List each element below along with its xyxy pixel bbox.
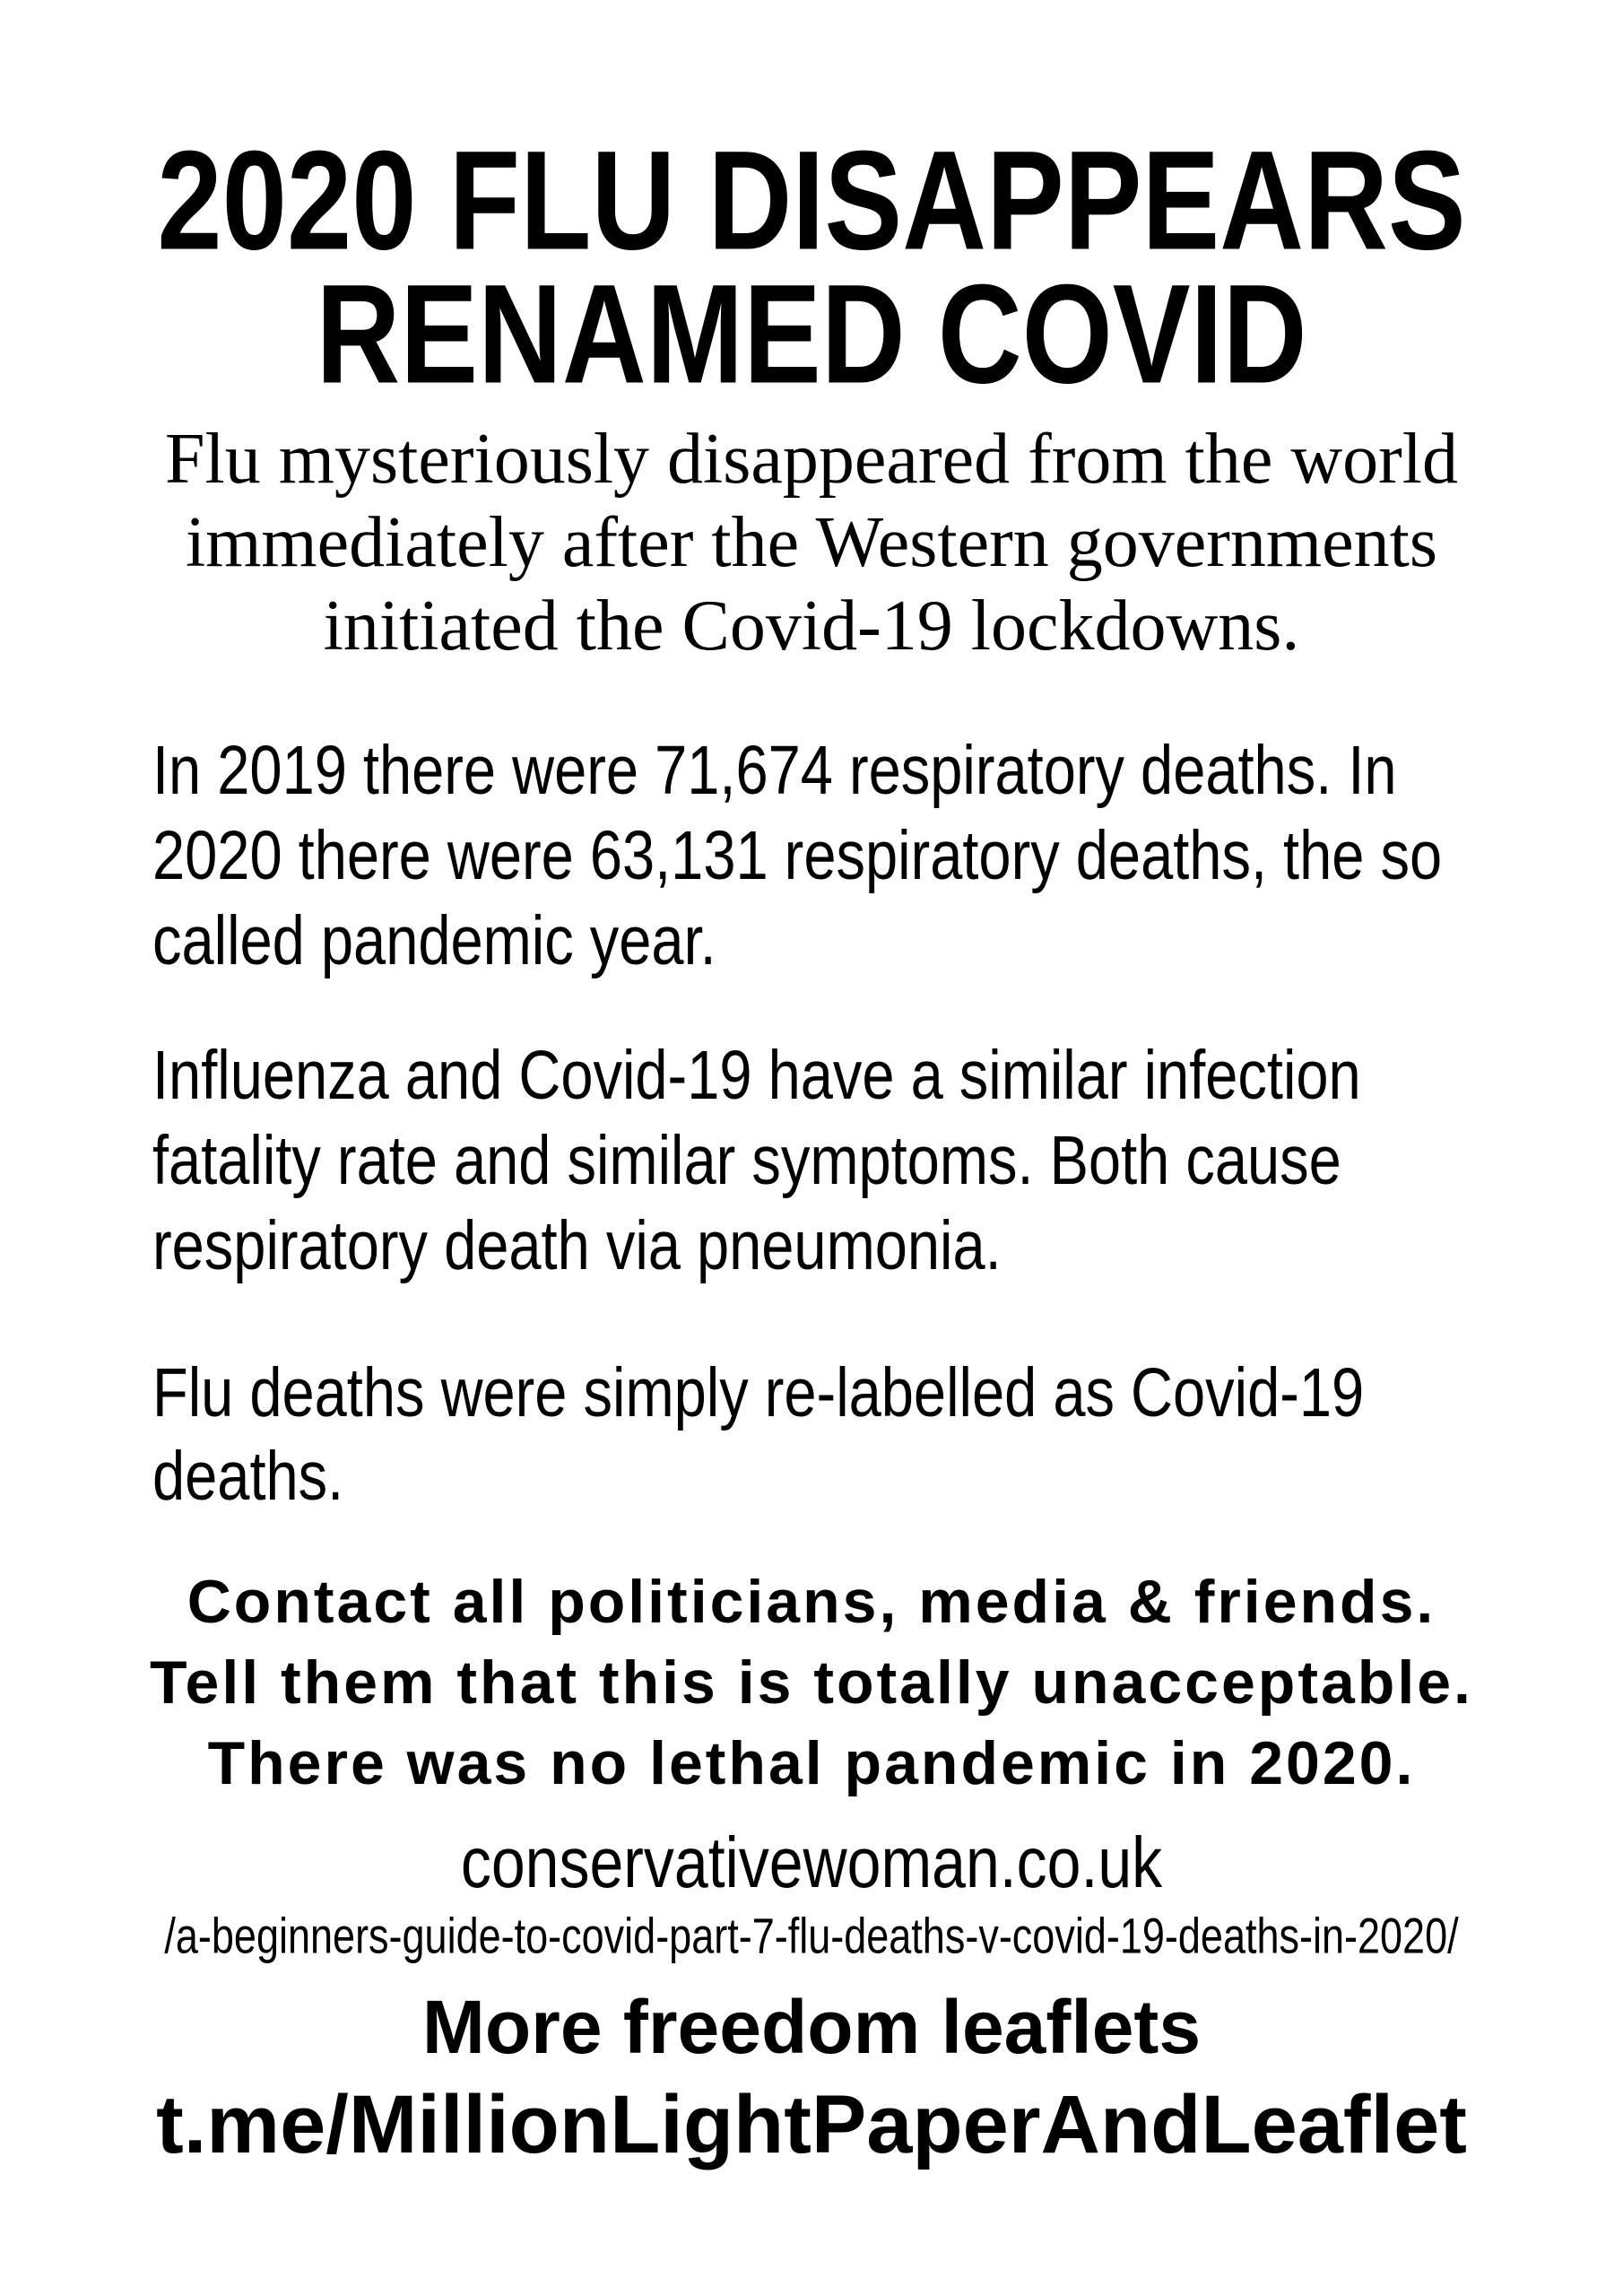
paragraph-2-line (152, 1118, 1587, 1203)
paragraph-2-text: fatality rate and similar symptoms. Both cause (152, 1121, 1341, 1199)
call-to-action-line: Contact all politicians, media & friends. (187, 1568, 1436, 1636)
paragraph-3-text: Flu deaths were simply re-labelled as Covid-19 (152, 1353, 1365, 1431)
paragraph-1-text: called pandemic year. (152, 901, 716, 979)
paragraph-1-text: In 2019 there were 71,674 respiratory deaths. In (152, 731, 1397, 809)
source-path (0, 1909, 1623, 1963)
paragraph-1-line (152, 813, 1587, 898)
subheadline-line: Flu mysteriously disappeared from the world (165, 420, 1458, 499)
paragraph-2-text: respiratory death via pneumonia. (152, 1206, 1002, 1284)
paragraph-1-line (152, 898, 1587, 983)
paragraph-3-line (152, 1433, 1587, 1518)
headline-line-2-text: RENAMED COVID (316, 254, 1307, 413)
source-path-text: /a-beginners-guide-to-covid-part-7-flu-deaths-v-covid-19-deaths-in-2020/ (164, 1907, 1459, 1964)
paragraph-1-text: 2020 there were 63,131 respiratory deaths, the so (152, 816, 1443, 894)
paragraph-2-text: Influenza and Covid-19 have a similar infection (152, 1036, 1361, 1114)
paragraph-3-line (152, 1350, 1587, 1435)
paragraph-1-line (152, 727, 1587, 813)
paragraph-2-line (152, 1203, 1587, 1288)
headline-line-1 (0, 120, 1623, 280)
call-to-action-line: Tell them that this is totally unacceptable. (150, 1648, 1473, 1717)
headline-line-2 (0, 254, 1623, 413)
subheadline-line: immediately after the Western governments (185, 503, 1438, 582)
paragraph-3-text: deaths. (152, 1437, 344, 1515)
call-to-action-line: There was no lethal pandemic in 2020. (207, 1729, 1416, 1797)
subheadline-line: initiated the Covid-19 lockdowns. (323, 587, 1300, 665)
source-site-text: conservativewoman.co.uk (460, 1822, 1163, 1903)
headline-line-1-text: 2020 FLU DISAPPEARS (157, 120, 1466, 280)
source-site (0, 1822, 1623, 1903)
footer-link: t.me/MillionLightPaperAndLeaflet (156, 2079, 1467, 2170)
paragraph-2-line (152, 1032, 1587, 1118)
footer-label: More freedom leaflets (421, 1985, 1202, 2069)
